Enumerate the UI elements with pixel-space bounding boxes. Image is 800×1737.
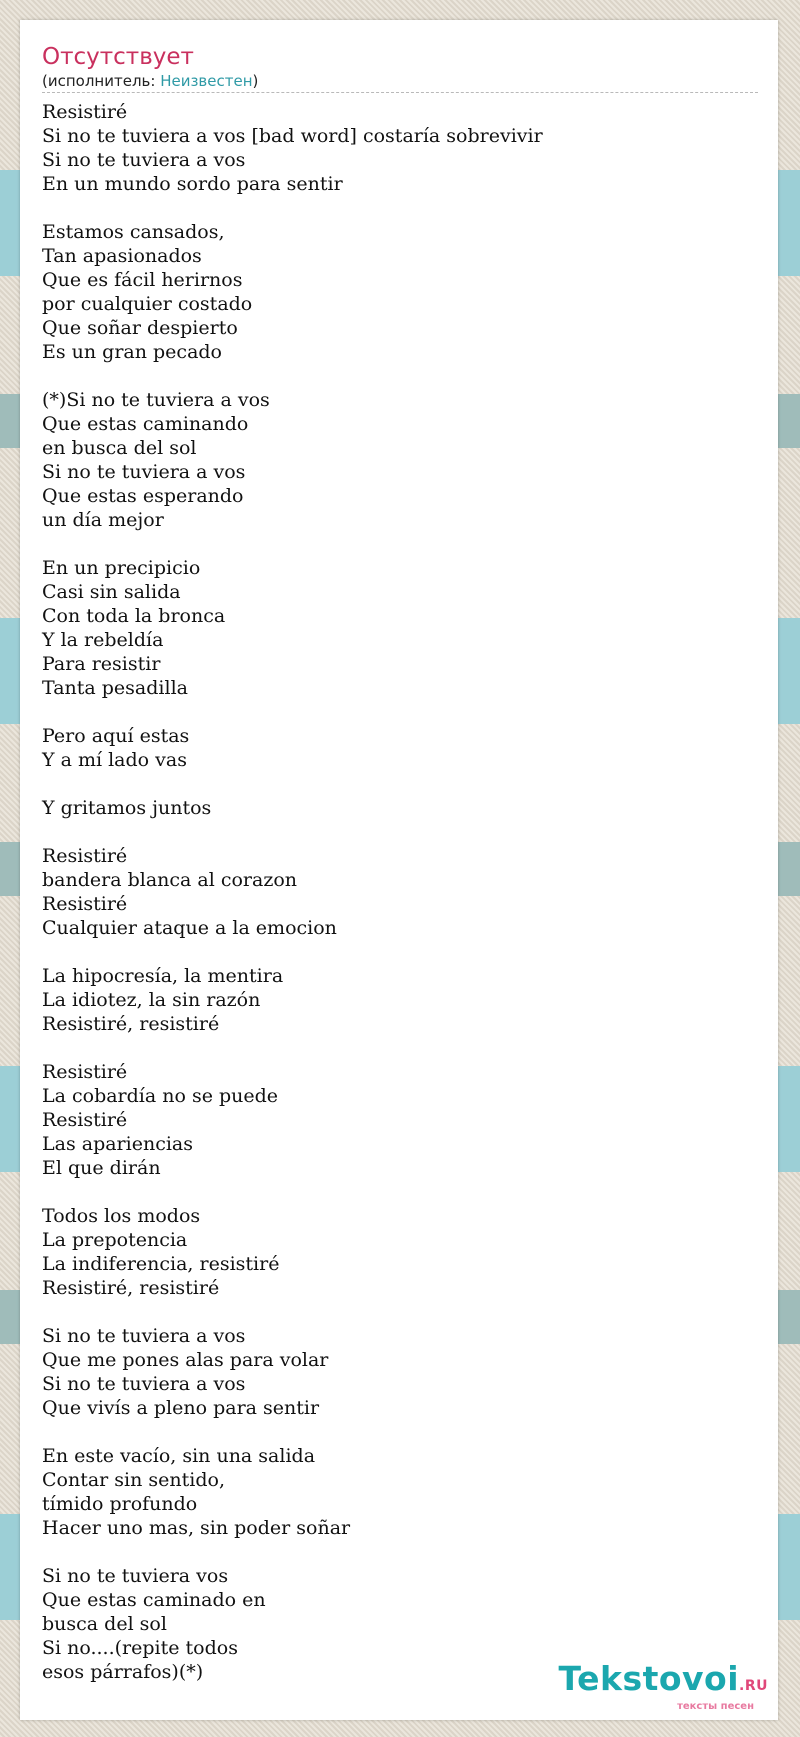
lyric-line: Que estas caminando — [42, 413, 249, 435]
lyric-line: La cobardía no se puede — [42, 1085, 279, 1107]
logo-wordmark — [558, 1659, 768, 1703]
lyric-line: bandera blanca al corazon — [42, 869, 298, 891]
lyric-line: Contar sin sentido, — [42, 1469, 225, 1491]
lyric-line: En un mundo sordo para sentir — [42, 173, 343, 195]
lyrics-stanza — [42, 724, 758, 772]
lyric-line: La idiotez, la sin razón — [42, 989, 261, 1011]
artist-prefix: (исполнитель: — [42, 72, 161, 90]
artist-suffix: ) — [252, 72, 259, 90]
lyric-line: Si no te tuviera a vos — [42, 461, 246, 483]
lyric-line: Tanta pesadilla — [42, 677, 188, 699]
lyrics-stanza — [42, 1060, 758, 1180]
lyric-line: Resistiré — [42, 1109, 128, 1131]
lyric-line: Con toda la bronca — [42, 605, 226, 627]
lyrics-stanza — [42, 964, 758, 1036]
lyric-line: Y a mí lado vas — [42, 749, 187, 771]
lyric-line: Que estas esperando — [42, 485, 244, 507]
lyric-line: Que vivís a pleno para sentir — [42, 1397, 320, 1419]
lyric-line: Estamos cansados, — [42, 221, 225, 243]
lyric-line: Que me pones alas para volar — [42, 1349, 329, 1371]
lyric-line: Si no te tuviera a vos — [42, 1325, 246, 1347]
lyric-line: El que dirán — [42, 1157, 161, 1179]
artist-line — [42, 72, 758, 90]
lyric-line: en busca del sol — [42, 437, 197, 459]
lyric-line: Si no....(repite todos — [42, 1637, 238, 1659]
lyrics-body — [42, 100, 758, 1684]
lyric-line: La hipocresía, la mentira — [42, 965, 284, 987]
lyric-line: Cualquier ataque a la emocion — [42, 917, 337, 939]
lyric-line: Resistiré — [42, 1061, 128, 1083]
logo-tagline: тексты песен — [677, 1701, 754, 1712]
lyric-line: Las apariencias — [42, 1133, 193, 1155]
lyric-line: Si no te tuviera a vos — [42, 1373, 246, 1395]
lyric-line: Que soñar despierto — [42, 317, 238, 339]
logo-domain-suffix: .RU — [739, 1678, 768, 1694]
lyrics-stanza — [42, 388, 758, 532]
lyrics-stanza — [42, 1324, 758, 1420]
lyric-line: Todos los modos — [42, 1205, 201, 1227]
lyrics-stanza — [42, 844, 758, 940]
lyric-line: Casi sin salida — [42, 581, 181, 603]
song-title: Отсутствует — [42, 44, 194, 70]
site-logo[interactable] — [558, 1659, 768, 1712]
lyric-line: En este vacío, sin una salida — [42, 1445, 316, 1467]
lyric-line: Si no te tuviera a vos [bad word] costaría sobrevivir — [42, 125, 543, 147]
lyric-line: Resistiré — [42, 893, 128, 915]
lyrics-stanza — [42, 1444, 758, 1540]
lyric-line: Pero aquí estas — [42, 725, 190, 747]
song-header — [42, 42, 758, 93]
lyric-line: esos párrafos)(*) — [42, 1661, 204, 1683]
lyric-line: Si no te tuviera a vos — [42, 149, 246, 171]
lyric-line: Tan apasionados — [42, 245, 202, 267]
lyric-line: Y gritamos juntos — [42, 797, 212, 819]
lyric-line: tímido profundo — [42, 1493, 198, 1515]
lyric-line: En un precipicio — [42, 557, 201, 579]
lyric-line: Resistiré, resistiré — [42, 1277, 220, 1299]
lyric-line: Que es fácil herirnos — [42, 269, 243, 291]
lyric-line: Es un gran pecado — [42, 341, 222, 363]
lyric-line: por cualquier costado — [42, 293, 253, 315]
lyrics-stanza — [42, 100, 758, 196]
lyric-line: Y la rebeldía — [42, 629, 164, 651]
lyric-line: La indiferencia, resistiré — [42, 1253, 280, 1275]
lyrics-stanza — [42, 1204, 758, 1300]
artist-link[interactable]: Неизвестен — [160, 72, 253, 90]
lyric-line: Que estas caminado en — [42, 1589, 266, 1611]
lyric-line: Para resistir — [42, 653, 161, 675]
lyric-line: Resistiré, resistiré — [42, 1013, 220, 1035]
logo-main-text: Tekstovoi — [558, 1659, 740, 1698]
lyric-line: La prepotencia — [42, 1229, 188, 1251]
lyric-line: Resistiré — [42, 101, 128, 123]
lyric-line: un día mejor — [42, 509, 164, 531]
lyric-line: busca del sol — [42, 1613, 167, 1635]
lyric-line: Si no te tuviera vos — [42, 1565, 229, 1587]
lyric-line: Hacer uno mas, sin poder soñar — [42, 1517, 351, 1539]
lyrics-stanza — [42, 556, 758, 700]
lyric-line: (*)Si no te tuviera a vos — [42, 389, 270, 411]
lyrics-stanza — [42, 796, 758, 820]
lyrics-card — [20, 20, 778, 1720]
lyrics-stanza — [42, 220, 758, 364]
lyric-line: Resistiré — [42, 845, 128, 867]
